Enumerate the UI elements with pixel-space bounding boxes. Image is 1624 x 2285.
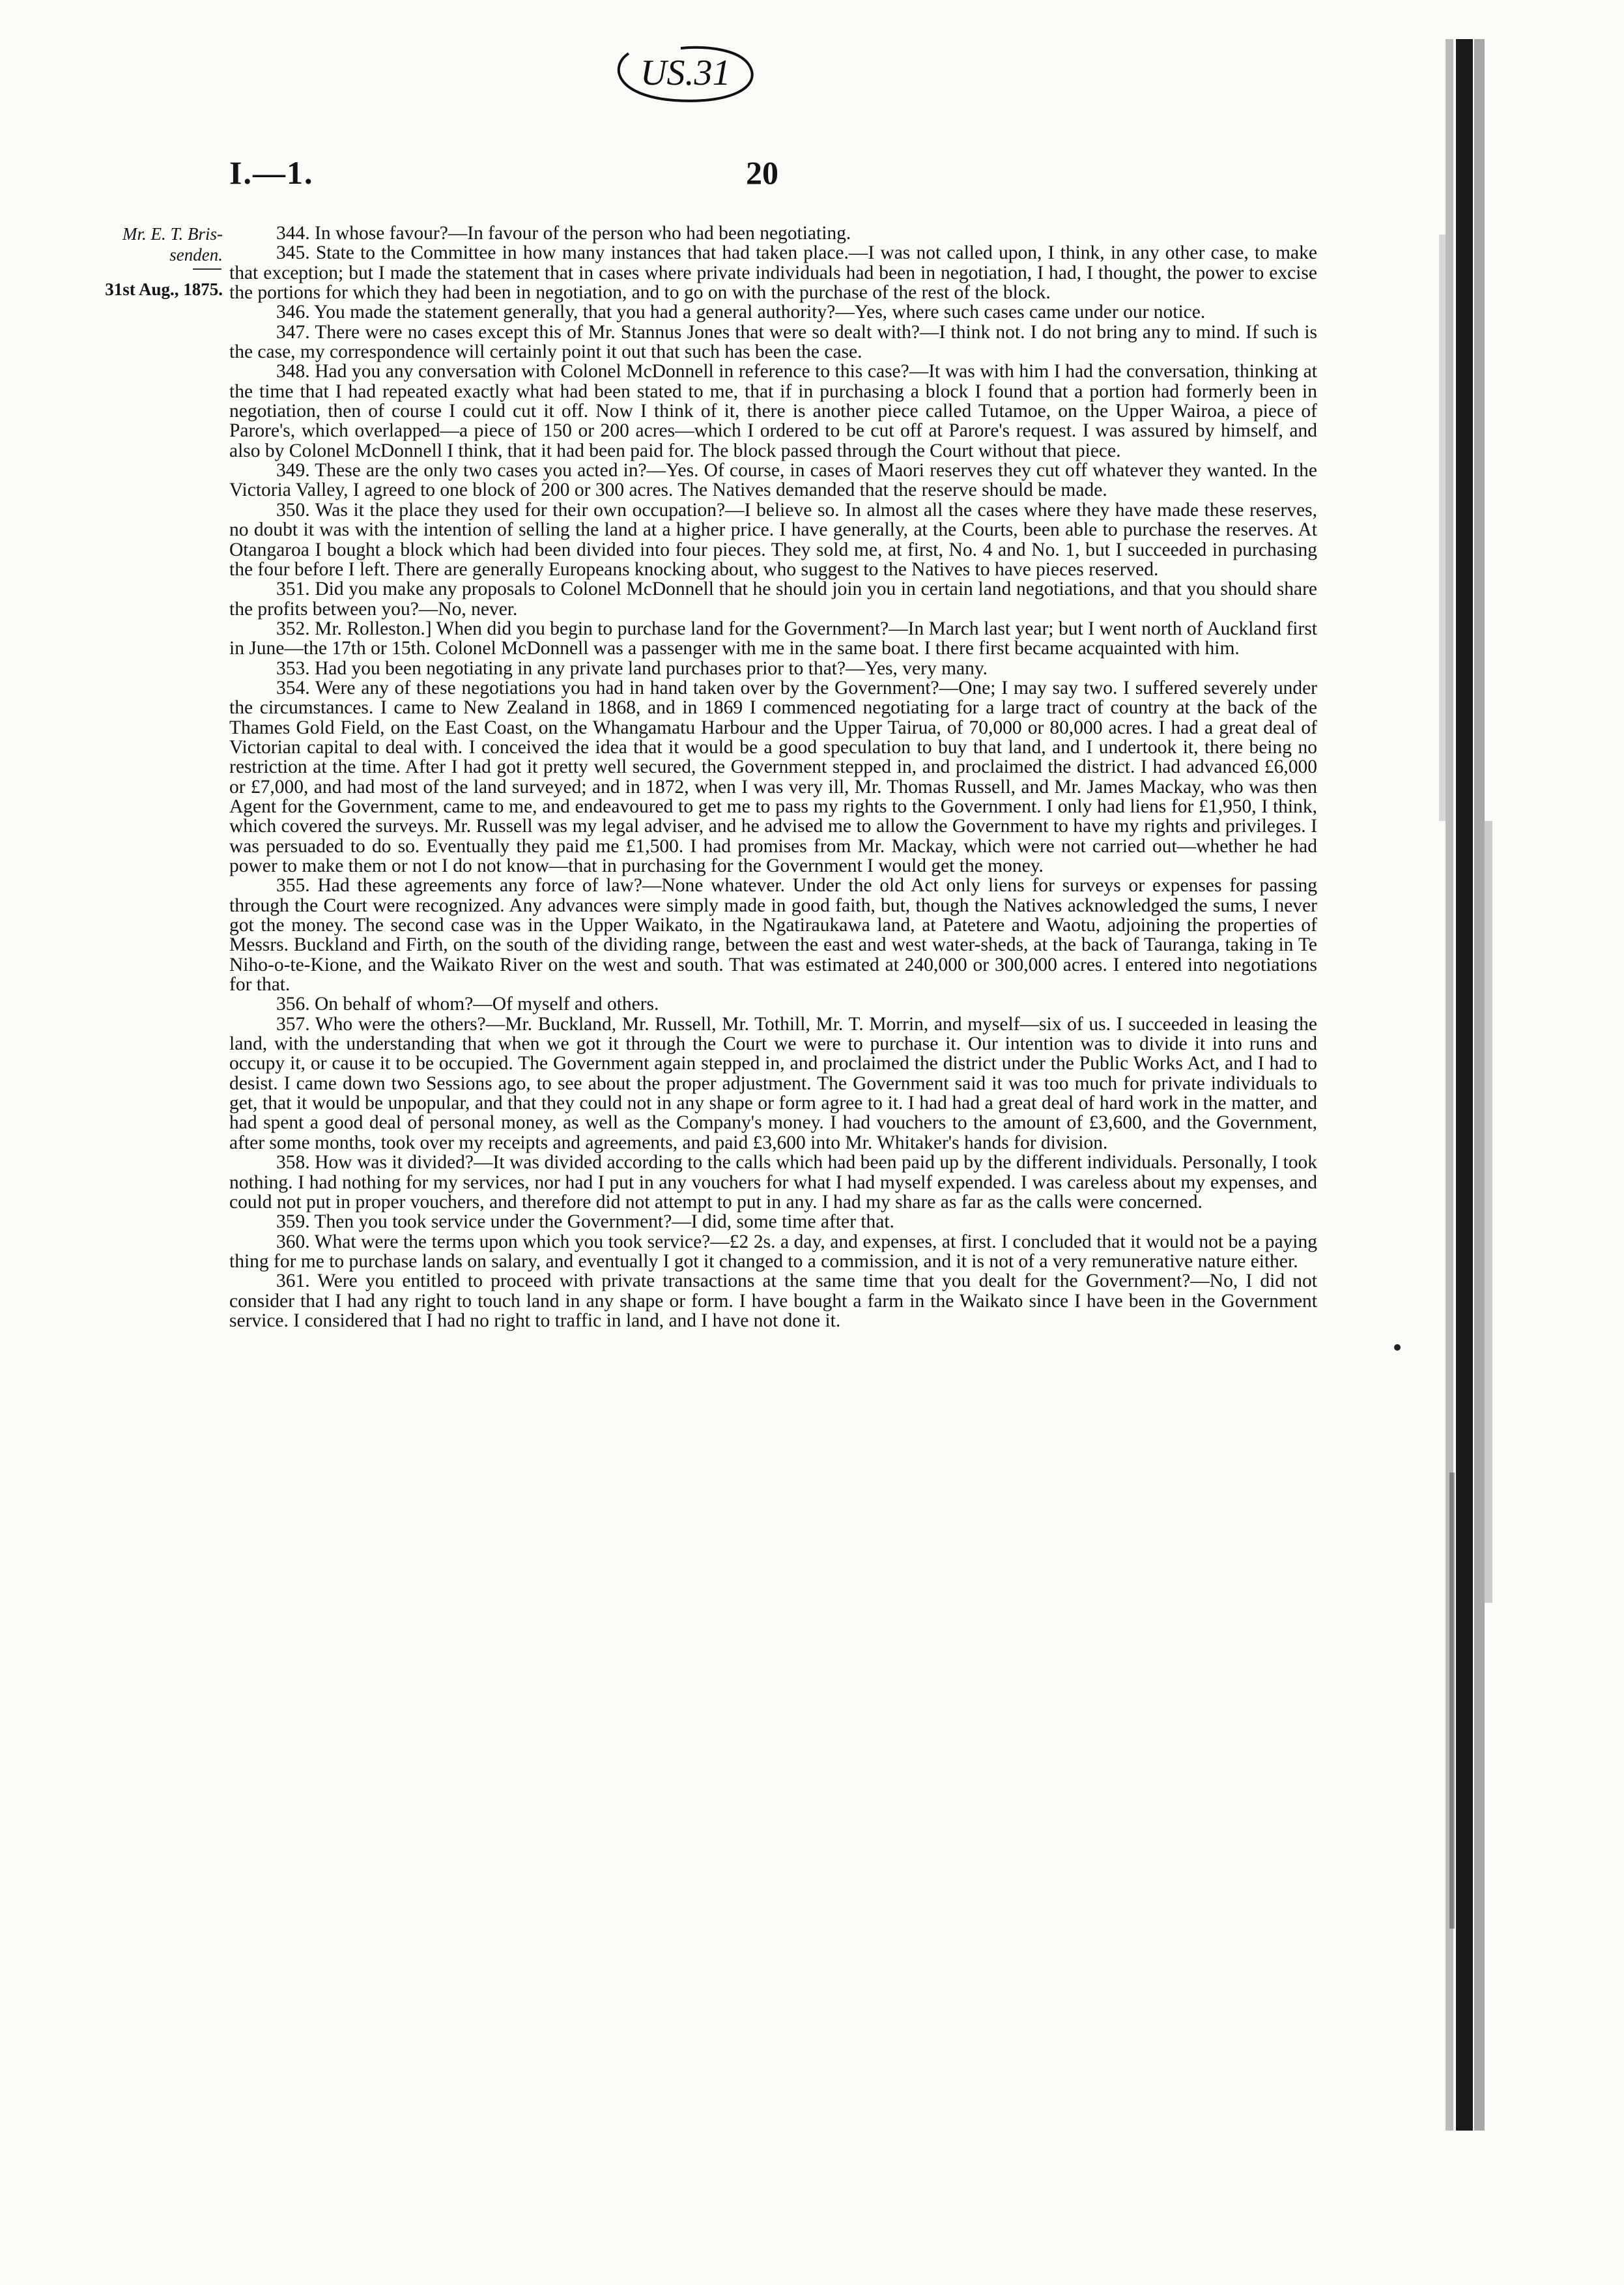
paragraph-361: 361. Were you entitled to proceed with private transactions at the same time that you dealt for the Government?—No, I did not consider that I had any right to touch land in any shape or form. I have bought a farm in the Waikato since I have been in the Government service. I considered that I had no right to traffic in land, and I have not done it. [229,1271,1317,1331]
paragraph-354: 354. Were any of these negotiations you had in hand taken over by the Government?—One; I may say two. I suffered severely under the circumstances. I came to New Zealand in 1868, and in 1869 I commenced negotiating for a large tract of country at the back of the Thames Gold Field, on the East Coast, on the Whangamatu Harbour and the Upper Tairua, of 70,000 or 80,000 acres. I had a great deal of Victorian capital to deal with. I conceived the idea that it would be a good speculation to buy that land, and I undertook it, there being no restriction at the time. After I had got it pretty well secured, the Government stepped in, and proclaimed the district. I had advanced £6,000 or £7,000, and had most of the land surveyed; and in 1872, when I was very ill, Mr. Thomas Russell, and Mr. James Mackay, who was then Agent for the Government, came to me, and endeavoured to get me to pass my rights to the Government. I only had liens for £1,950, I think, which covered the surveys. Mr. Russell was my legal adviser, and he advised me to allow the Government to have my rights and privileges. I was persuaded to do so. Eventually they paid me £1,500. I had promises from Mr. Mackay, which were not carried out—whether he had power to make them or not I do not know—that in purchasing for the Government I would get the money. [229,677,1317,876]
paragraph-355: 355. Had these agreements any force of law?—None whatever. Under the old Act only liens for surveys or expenses for passing through the Court were recognized. Any advances were simply made in good faith, but, though the Natives acknowledged the sums, I never got the money. The second case was in the Upper Waikato, in the Ngatiraukawa land, at Patetere and Waotu, adjoining the properties of Messrs. Buckland and Firth, on the south of the dividing range, between the east and west water-sheds, at the back of Tauranga, taking in Te Niho-o-te-Kione, and the Waikato River on the west and south. That was estimated at 240,000 or 300,000 acres. I entered into negotiations for that. [229,875,1317,996]
paragraph-350: 350. Was it the place they used for their own occupation?—I believe so. In almost all the cases where they have made these reserves, no doubt it was with the intention of selling the land at a higher price. I have generally, at the Courts, been able to purchase the reserves. At Otangaroa I bought a block which had been divided into four pieces. They sold me, at first, No. 4 and No. 1, but I succeeded in purchasing the four before I left. There are generally Europeans knocking about, who suggest to the Natives to have pieces reserved. [229,499,1317,580]
paragraph-346: 346. You made the statement generally, that you had a general authority?—Yes, where such cases came under our notice. [276,302,1206,323]
paragraph-347: 347. There were no cases except this of Mr. Stannus Jones that were so dealt with?—I think not. I do not bring any to mind. If such is the case, my correspondence will certainly point it out that such has been the case. [229,321,1317,363]
page-number: 20 [746,154,778,191]
margin-date: 31st Aug., 1875. [105,280,223,299]
handwritten-annotation [603,40,765,109]
margin-witness-name: Mr. E. T. Bris- senden. [122,224,223,265]
paragraph-353: 353. Had you been negotiating in any private land purchases prior to that?—Yes, very many. [276,657,988,679]
paragraph-344: 344. In whose favour?—In favour of the person who had been negotiating. [276,223,851,244]
testimony-body [229,223,1317,1330]
paragraph-345: 345. State to the Committee in how many instances that had taken place.—I was not called upon, I think, in any other case, to make that exception; but I made the statement that in cases where private individuals had been in negotiation, I had, I thought, the power to excise the portions for which they had been in negotiation, and to go on with the purchase of the rest of the block. [229,242,1317,304]
paragraph-359: 359. Then you took service under the Government?—I did, some time after that. [276,1211,894,1233]
handwritten-oval [603,40,765,109]
paragraph-352: 352. Mr. Rolleston.] When did you begin to purchase land for the Government?—In March last year; but I went north of Auckland first in June—the 17th or 15th. Colonel McDonnell was a passenger with me in the same boat. I there first became acquainted with him. [229,618,1317,659]
scan-speck [1394,1344,1401,1351]
margin-divider [193,268,221,270]
paragraph-351: 351. Did you make any proposals to Colonel McDonnell that he should join you in certain land negotiations, and that you should share the profits between you?—No, never. [229,579,1317,620]
paragraph-360: 360. What were the terms upon which you took service?—£2 2s. a day, and expenses, at first. I concluded that it would not be a paying thing for me to purchase lands on salary, and eventually I got it changed to a commission, and it is not of a very remunerative nature either. [229,1231,1317,1272]
paragraph-356: 356. On behalf of whom?—Of myself and others. [276,994,659,1015]
handwritten-text: US.31 [640,53,731,93]
paragraph-358: 358. How was it divided?—It was divided according to the calls which had been paid up by the different individuals. Personally, I took nothing. I had nothing for my services, nor had I put in any vouchers for what I had myself expended. I was careless about my expenses, and could not put in proper vouchers, and therefore did not attempt to put in any. I had my share as far as the calls were concerned. [229,1152,1317,1213]
paragraph-348: 348. Had you any conversation with Colonel McDonnell in reference to this case?—It was with him I had the conversation, thinking at the time that I had repeated exactly what had been stated to me, that if in purchasing a block I found that a portion had formerly been in negotiation, then of course I could cut it off. Now I think of it, there is another piece called Tutamoe, on the Upper Wairoa, a piece of Parore's, which overlapped—a piece of 150 or 200 acres—which I ordered to be cut off at Parore's request. I was assured by himself, and also by Colonel McDonnell I think, that it had been paid for. The block passed through the Court without that piece. [229,361,1317,461]
paragraph-357: 357. Who were the others?—Mr. Buckland, Mr. Russell, Mr. Tothill, Mr. T. Morrin, and myself—six of us. I succeeded in leasing the land, with the understanding that when we got it through the Court we were to purchase it. Our intention was to divide it into runs and occupy it, or cause it to be occupied. The Government again stepped in, and proclaimed the district under the Public Works Act, and I had to desist. I came down two Sessions ago, to see about the proper adjustment. The Government said it was too much for private individuals to get, that it would be unpopular, and that they could not in any shape or form agree to it. I had had a great deal of hard work in the matter, and had spent a good deal of personal money, as well as the Company's money. I had vouchers to the amount of £3,600, and the Government, after some months, took over my receipts and agreements, and paid £3,600 into Mr. Whitaker's hands for division. [229,1013,1317,1153]
paragraph-349: 349. These are the only two cases you acted in?—Yes. Of course, in cases of Maori reserves they cut off whatever they wanted. In the Victoria Valley, I agreed to one block of 200 or 300 acres. The Natives demanded that the reserve should be made. [229,460,1317,501]
document-reference: I.—1. [229,154,314,191]
binding-edge-strip [1436,39,1496,2131]
